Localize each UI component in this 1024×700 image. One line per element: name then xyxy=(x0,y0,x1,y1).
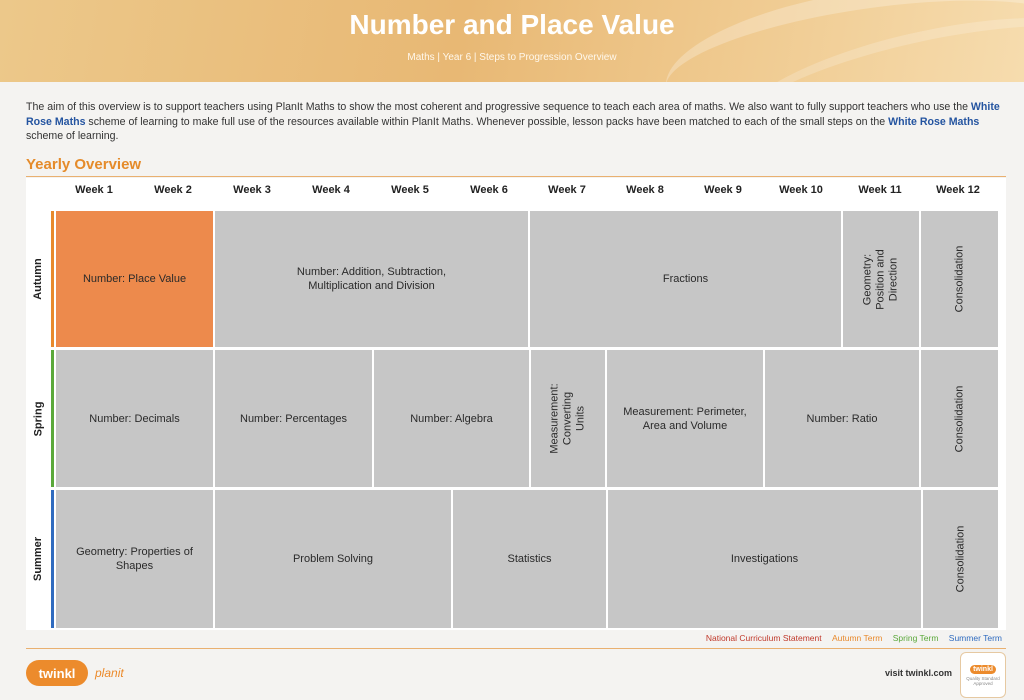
unit-cell[interactable]: Geometry: Position and Direction xyxy=(843,211,919,347)
term-bar-spring xyxy=(51,350,54,487)
page-header xyxy=(0,0,1024,82)
week-header: Week 6 xyxy=(470,184,508,196)
divider xyxy=(26,176,1006,177)
week-header: Week 2 xyxy=(154,184,192,196)
unit-cell[interactable]: Number: Percentages xyxy=(215,350,372,487)
planit-logo: planit xyxy=(95,666,124,680)
week-header: Week 8 xyxy=(626,184,664,196)
legend-autumn: Autumn Term xyxy=(831,633,883,643)
legend-summer: Summer Term xyxy=(948,633,1002,643)
unit-cell[interactable]: Measurement: Perimeter, Area and Volume xyxy=(607,350,763,487)
week-header: Week 12 xyxy=(936,184,980,196)
unit-cell[interactable]: Geometry: Properties of Shapes xyxy=(56,490,213,628)
week-header: Week 7 xyxy=(548,184,586,196)
week-header: Week 11 xyxy=(858,184,902,196)
badge-text: Quality Standard Approved xyxy=(966,675,1000,686)
legend-spring: Spring Term xyxy=(892,633,939,643)
term-label-spring: Spring xyxy=(32,401,44,436)
intro-paragraph xyxy=(26,100,1006,144)
white-rose-link[interactable]: White Rose Maths xyxy=(26,101,1000,128)
unit-cell[interactable]: Consolidation xyxy=(921,350,998,487)
unit-cell[interactable]: Number: Addition, Subtraction, Multiplication and Division xyxy=(215,211,528,347)
unit-cell[interactable]: Number: Decimals xyxy=(56,350,213,487)
term-bar-autumn xyxy=(51,211,54,347)
term-label-summer: Summer xyxy=(32,536,44,582)
unit-cell[interactable]: Fractions xyxy=(530,211,841,347)
term-bar-summer xyxy=(51,490,54,628)
legend-national: National Curriculum Statement xyxy=(705,633,822,643)
twinkl-logo: twinkl xyxy=(26,660,88,686)
intro-text: scheme of learning. xyxy=(26,130,119,142)
week-header: Week 4 xyxy=(312,184,350,196)
unit-cell[interactable]: Consolidation xyxy=(921,211,998,347)
unit-cell[interactable]: Consolidation xyxy=(923,490,998,628)
page-subtitle: Maths | Year 6 | Steps to Progression Overview xyxy=(407,52,617,63)
section-title: Yearly Overview xyxy=(26,156,142,173)
visit-link[interactable]: visit twinkl.com xyxy=(884,668,952,678)
divider xyxy=(26,648,1006,649)
quality-badge xyxy=(960,652,1006,698)
week-header: Week 9 xyxy=(704,184,742,196)
unit-cell[interactable]: Number: Place Value xyxy=(56,211,213,347)
unit-cell[interactable]: Problem Solving xyxy=(215,490,451,628)
unit-cell[interactable]: Investigations xyxy=(608,490,921,628)
unit-cell[interactable]: Statistics xyxy=(453,490,606,628)
unit-cell[interactable]: Measurement: Converting Units xyxy=(531,350,605,487)
week-header: Week 1 xyxy=(75,184,113,196)
unit-cell[interactable]: Number: Algebra xyxy=(374,350,529,487)
term-label-autumn: Autumn xyxy=(32,258,45,300)
week-header: Week 10 xyxy=(779,184,823,196)
intro-text: scheme of learning to make full use of the resources available within PlanIt Maths. Whenever possible, lesson packs have been matched to each of the small steps on the xyxy=(85,115,889,128)
white-rose-link[interactable]: White Rose Maths xyxy=(888,115,980,128)
week-header: Week 3 xyxy=(233,184,271,196)
badge-logo: twinkl xyxy=(970,665,996,674)
intro-text: The aim of this overview is to support teachers using PlanIt Maths to show the most coherent and progressive sequence to teach each area of maths. We also want to fully support teachers who use the xyxy=(26,101,971,113)
page-title: Number and Place Value xyxy=(349,9,675,40)
unit-cell[interactable]: Number: Ratio xyxy=(765,350,919,487)
term-legend xyxy=(698,633,1002,643)
week-header: Week 5 xyxy=(391,184,429,196)
